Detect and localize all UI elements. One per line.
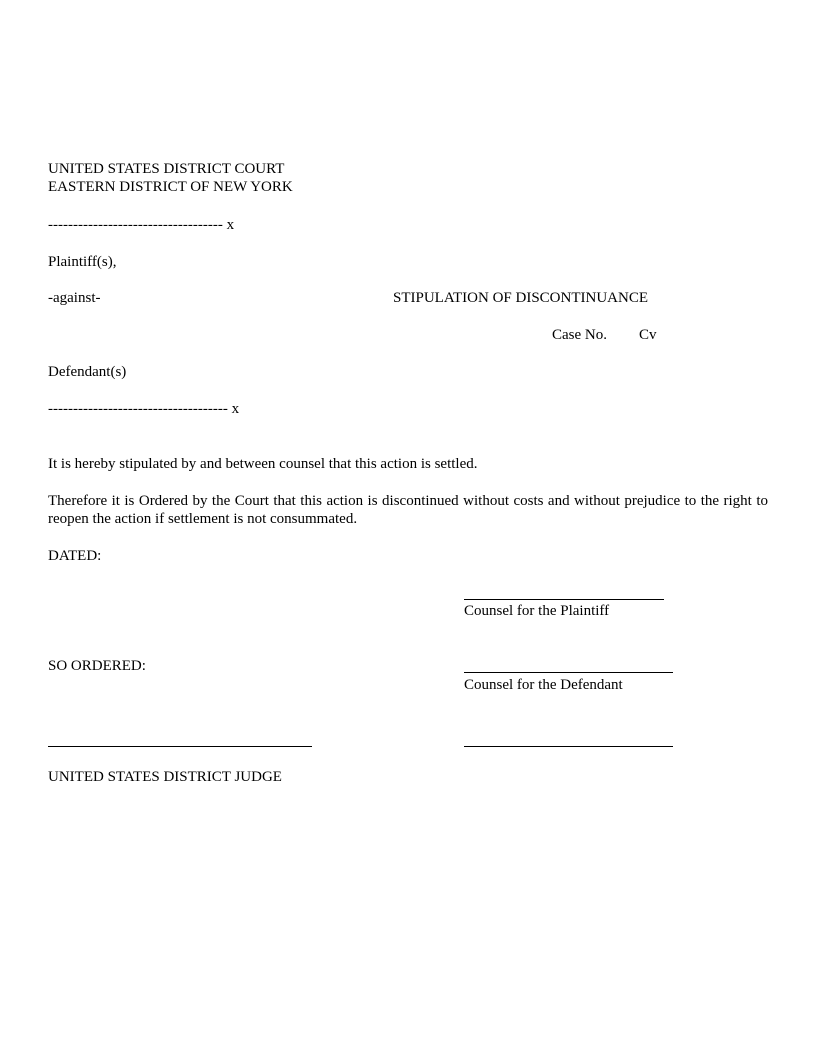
judge-signature-line (48, 746, 312, 747)
defendant-counsel-label: Counsel for the Defendant (464, 677, 623, 693)
stipulation-paragraph: It is hereby stipulated by and between counsel that this action is settled. (48, 456, 478, 472)
so-ordered-label: SO ORDERED: (48, 658, 146, 674)
plaintiff-label: Plaintiff(s), (48, 254, 117, 270)
case-number-suffix: Cv (639, 327, 657, 343)
defendant-label: Defendant(s) (48, 364, 127, 380)
court-name-line1: UNITED STATES DISTRICT COURT (48, 161, 285, 177)
dated-label: DATED: (48, 548, 102, 564)
order-paragraph: Therefore it is Ordered by the Court that this action is discontinued without costs and without prejudice to the right to reopen the action if settlement is not consummated. (48, 493, 768, 527)
plaintiff-counsel-label: Counsel for the Plaintiff (464, 603, 610, 619)
document-title: STIPULATION OF DISCONTINUANCE (393, 290, 648, 306)
caption-separator-top: ----------------------------------- x (48, 217, 235, 233)
against-label: -against- (48, 290, 101, 306)
judge-title: UNITED STATES DISTRICT JUDGE (48, 769, 282, 785)
order-date-line (464, 746, 673, 747)
defendant-counsel-signature-line (464, 672, 673, 673)
case-number-label: Case No. (552, 327, 607, 343)
court-name-line2: EASTERN DISTRICT OF NEW YORK (48, 179, 293, 195)
plaintiff-counsel-signature-line (464, 599, 664, 600)
caption-separator-bottom: ------------------------------------ x (48, 401, 240, 417)
